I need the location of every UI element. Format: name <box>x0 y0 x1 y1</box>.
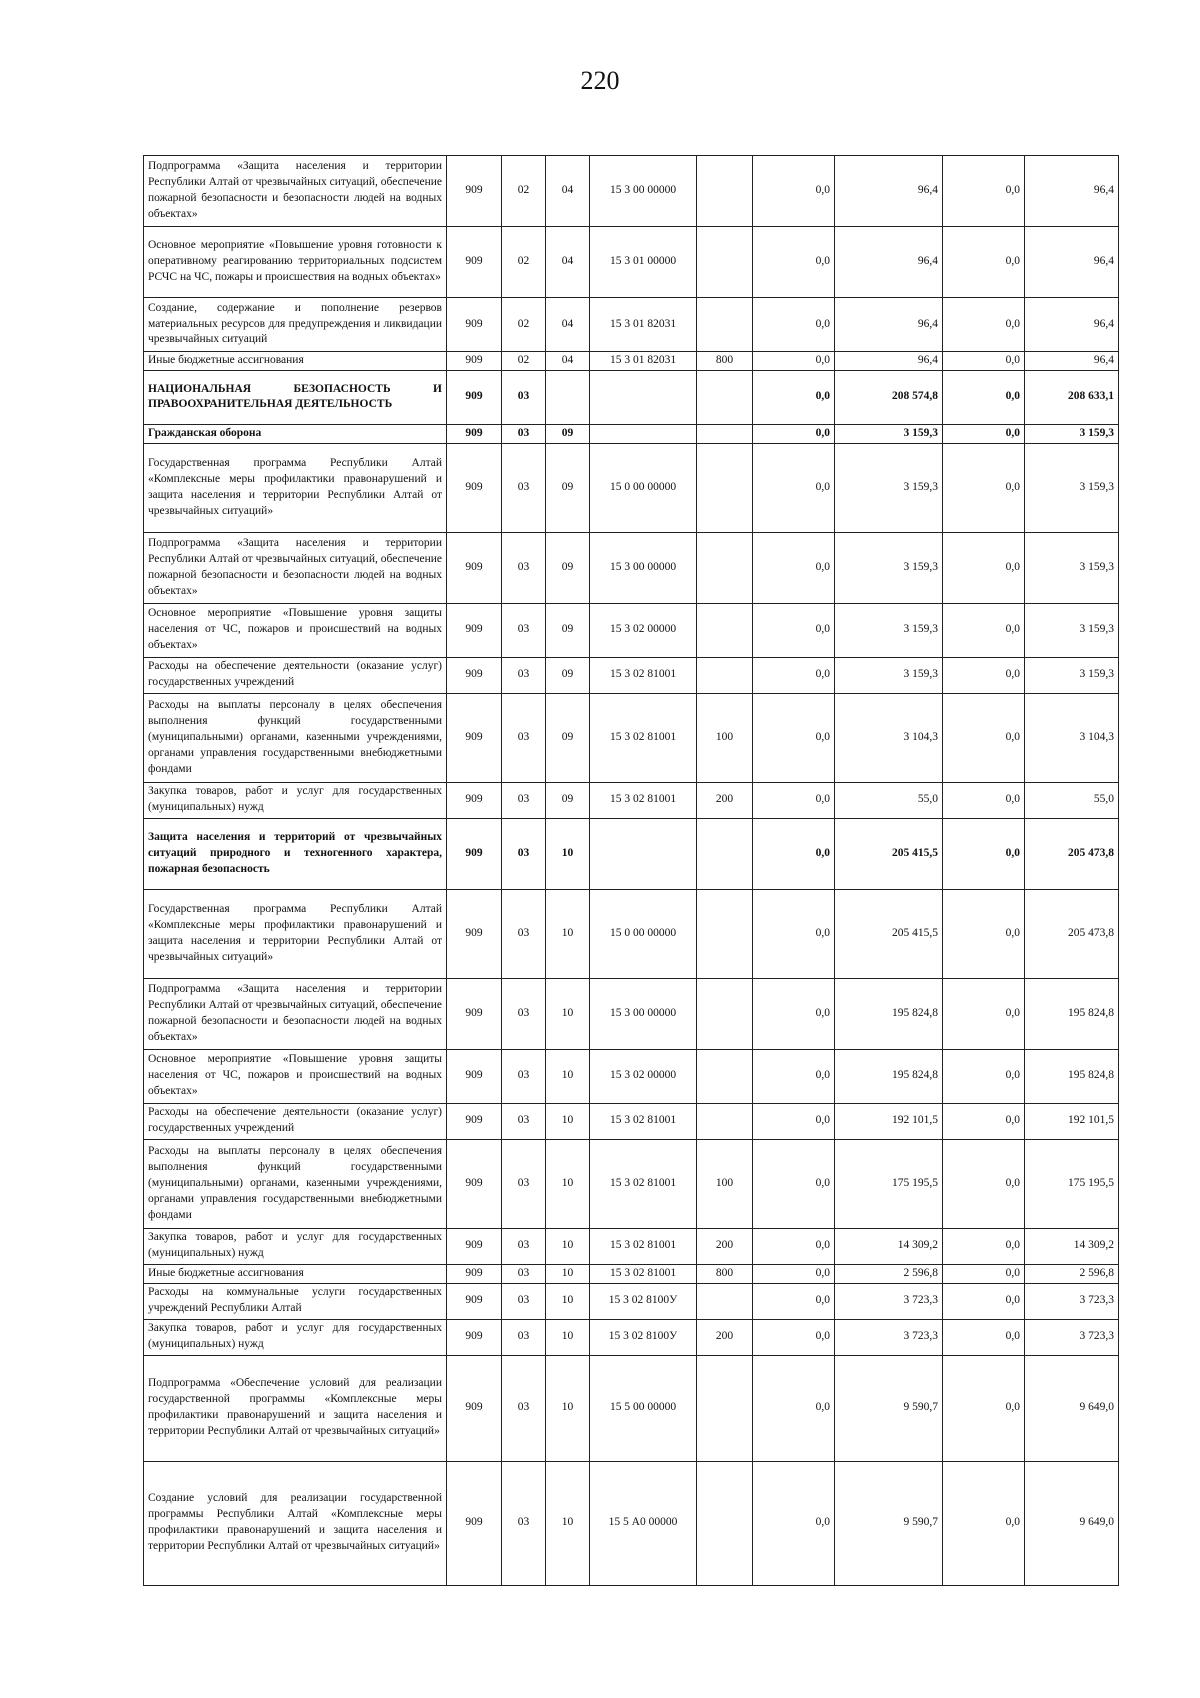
row-amount-3: 0,0 <box>943 156 1025 227</box>
row-admin-code: 909 <box>447 1264 502 1283</box>
row-amount-1: 0,0 <box>753 532 835 603</box>
row-target-article: 15 3 01 00000 <box>590 227 697 298</box>
row-name: Гражданская оборона <box>144 424 447 443</box>
row-section-code: 03 <box>502 1283 546 1319</box>
row-amount-3: 0,0 <box>943 298 1025 352</box>
row-subsection-code: 04 <box>546 156 590 227</box>
row-amount-4: 3 159,3 <box>1025 657 1119 693</box>
table-row <box>144 693 1119 782</box>
row-expense-type <box>697 603 753 657</box>
row-expense-type <box>697 978 753 1049</box>
budget-table <box>143 155 1119 1586</box>
row-section-code: 02 <box>502 352 546 371</box>
row-target-article: 15 3 00 00000 <box>590 156 697 227</box>
row-amount-1: 0,0 <box>753 424 835 443</box>
row-section-code: 03 <box>502 1461 546 1585</box>
row-expense-type: 800 <box>697 1264 753 1283</box>
row-target-article: 15 3 02 81001 <box>590 1103 697 1139</box>
row-name: Защита населения и территорий от чрезвычайных ситуаций природного и техногенного характера, пожарная безопасность <box>144 818 447 889</box>
row-section-code: 03 <box>502 370 546 424</box>
row-amount-4: 205 473,8 <box>1025 889 1119 978</box>
row-admin-code: 909 <box>447 1228 502 1264</box>
row-section-code: 02 <box>502 298 546 352</box>
table-row <box>144 370 1119 424</box>
table-row <box>144 1264 1119 1283</box>
row-amount-1: 0,0 <box>753 352 835 371</box>
row-section-code: 03 <box>502 1228 546 1264</box>
row-expense-type <box>697 889 753 978</box>
row-amount-4: 9 649,0 <box>1025 1355 1119 1461</box>
row-amount-4: 192 101,5 <box>1025 1103 1119 1139</box>
row-admin-code: 909 <box>447 693 502 782</box>
row-name: Основное мероприятие «Повышение уровня готовности к оперативному реагированию территориальных подсистем РСЧС на ЧС, пожары и происшествия на водных объектах» <box>144 227 447 298</box>
row-admin-code: 909 <box>447 443 502 532</box>
row-amount-3: 0,0 <box>943 1103 1025 1139</box>
table-row <box>144 352 1119 371</box>
row-amount-3: 0,0 <box>943 352 1025 371</box>
row-amount-2: 3 159,3 <box>835 532 943 603</box>
row-subsection-code: 04 <box>546 352 590 371</box>
row-amount-2: 96,4 <box>835 298 943 352</box>
row-target-article: 15 3 02 81001 <box>590 657 697 693</box>
row-name: Закупка товаров, работ и услуг для государственных (муниципальных) нужд <box>144 782 447 818</box>
row-expense-type <box>697 532 753 603</box>
row-expense-type <box>697 370 753 424</box>
row-amount-2: 3 159,3 <box>835 657 943 693</box>
table-row <box>144 1283 1119 1319</box>
row-section-code: 03 <box>502 1049 546 1103</box>
table-row <box>144 1319 1119 1355</box>
table-row <box>144 1139 1119 1228</box>
row-amount-2: 9 590,7 <box>835 1355 943 1461</box>
row-section-code: 03 <box>502 889 546 978</box>
row-name: Создание условий для реализации государственной программы Республики Алтай «Комплексные меры профилактики правонарушений и защита населения и территории Республики Алтай от чрезвычайных ситуаций» <box>144 1461 447 1585</box>
table-row <box>144 603 1119 657</box>
row-amount-1: 0,0 <box>753 693 835 782</box>
row-target-article: 15 3 02 81001 <box>590 1139 697 1228</box>
row-amount-1: 0,0 <box>753 370 835 424</box>
row-subsection-code: 09 <box>546 782 590 818</box>
row-amount-1: 0,0 <box>753 1228 835 1264</box>
row-expense-type <box>697 298 753 352</box>
table-row <box>144 532 1119 603</box>
row-amount-1: 0,0 <box>753 443 835 532</box>
row-target-article: 15 5 А0 00000 <box>590 1461 697 1585</box>
row-admin-code: 909 <box>447 978 502 1049</box>
row-section-code: 03 <box>502 1139 546 1228</box>
row-section-code: 03 <box>502 532 546 603</box>
row-amount-3: 0,0 <box>943 227 1025 298</box>
row-expense-type <box>697 1283 753 1319</box>
row-subsection-code: 09 <box>546 443 590 532</box>
row-target-article <box>590 370 697 424</box>
row-subsection-code: 10 <box>546 889 590 978</box>
row-target-article: 15 3 02 8100У <box>590 1283 697 1319</box>
row-amount-3: 0,0 <box>943 889 1025 978</box>
row-amount-3: 0,0 <box>943 1319 1025 1355</box>
row-target-article: 15 3 02 81001 <box>590 693 697 782</box>
row-subsection-code: 10 <box>546 1319 590 1355</box>
row-subsection-code: 09 <box>546 657 590 693</box>
row-amount-4: 3 159,3 <box>1025 443 1119 532</box>
row-amount-3: 0,0 <box>943 1228 1025 1264</box>
row-name: Иные бюджетные ассигнования <box>144 1264 447 1283</box>
row-expense-type <box>697 657 753 693</box>
table-row <box>144 818 1119 889</box>
row-expense-type <box>697 443 753 532</box>
row-amount-2: 3 104,3 <box>835 693 943 782</box>
row-expense-type: 800 <box>697 352 753 371</box>
row-section-code: 03 <box>502 1264 546 1283</box>
row-admin-code: 909 <box>447 370 502 424</box>
row-admin-code: 909 <box>447 1355 502 1461</box>
row-amount-4: 3 104,3 <box>1025 693 1119 782</box>
row-subsection-code: 09 <box>546 424 590 443</box>
row-amount-1: 0,0 <box>753 1049 835 1103</box>
row-admin-code: 909 <box>447 298 502 352</box>
row-subsection-code: 10 <box>546 1355 590 1461</box>
row-amount-2: 2 596,8 <box>835 1264 943 1283</box>
row-amount-2: 96,4 <box>835 227 943 298</box>
table-row <box>144 657 1119 693</box>
row-amount-2: 14 309,2 <box>835 1228 943 1264</box>
row-expense-type <box>697 424 753 443</box>
row-name: Расходы на выплаты персоналу в целях обеспечения выполнения функций государственными (муниципальными) органами, казенными учреждениями, органами управления государственными внебюджетными фондами <box>144 1139 447 1228</box>
row-section-code: 03 <box>502 424 546 443</box>
row-subsection-code: 10 <box>546 818 590 889</box>
row-amount-4: 96,4 <box>1025 156 1119 227</box>
row-amount-3: 0,0 <box>943 1461 1025 1585</box>
row-section-code: 03 <box>502 603 546 657</box>
row-admin-code: 909 <box>447 782 502 818</box>
row-amount-3: 0,0 <box>943 370 1025 424</box>
row-amount-3: 0,0 <box>943 818 1025 889</box>
row-expense-type <box>697 1461 753 1585</box>
row-amount-3: 0,0 <box>943 1264 1025 1283</box>
row-section-code: 03 <box>502 782 546 818</box>
row-admin-code: 909 <box>447 1103 502 1139</box>
row-name: Расходы на обеспечение деятельности (оказание услуг) государственных учреждений <box>144 657 447 693</box>
row-amount-1: 0,0 <box>753 978 835 1049</box>
table-row <box>144 978 1119 1049</box>
row-amount-1: 0,0 <box>753 1319 835 1355</box>
row-section-code: 03 <box>502 1355 546 1461</box>
row-amount-3: 0,0 <box>943 1139 1025 1228</box>
row-admin-code: 909 <box>447 1319 502 1355</box>
row-amount-2: 205 415,5 <box>835 818 943 889</box>
row-admin-code: 909 <box>447 1139 502 1228</box>
row-target-article: 15 3 01 82031 <box>590 298 697 352</box>
row-subsection-code: 04 <box>546 298 590 352</box>
row-name: Подпрограмма «Обеспечение условий для реализации государственной программы «Комплексные меры профилактики правонарушений и защита населения и территории Республики Алтай от чрезвычайных ситуаций» <box>144 1355 447 1461</box>
table-row <box>144 156 1119 227</box>
row-section-code: 03 <box>502 818 546 889</box>
row-amount-2: 3 723,3 <box>835 1319 943 1355</box>
row-amount-1: 0,0 <box>753 298 835 352</box>
row-amount-3: 0,0 <box>943 782 1025 818</box>
row-amount-1: 0,0 <box>753 603 835 657</box>
row-amount-3: 0,0 <box>943 1049 1025 1103</box>
table-row <box>144 298 1119 352</box>
row-expense-type: 200 <box>697 782 753 818</box>
row-amount-2: 55,0 <box>835 782 943 818</box>
row-target-article: 15 3 02 8100У <box>590 1319 697 1355</box>
row-amount-4: 55,0 <box>1025 782 1119 818</box>
row-amount-4: 195 824,8 <box>1025 1049 1119 1103</box>
row-admin-code: 909 <box>447 657 502 693</box>
row-target-article: 15 3 02 81001 <box>590 1264 697 1283</box>
row-amount-3: 0,0 <box>943 443 1025 532</box>
row-amount-3: 0,0 <box>943 603 1025 657</box>
row-amount-4: 9 649,0 <box>1025 1461 1119 1585</box>
row-amount-2: 195 824,8 <box>835 978 943 1049</box>
row-amount-4: 195 824,8 <box>1025 978 1119 1049</box>
table-row <box>144 1355 1119 1461</box>
row-expense-type: 100 <box>697 693 753 782</box>
row-amount-4: 3 159,3 <box>1025 603 1119 657</box>
row-name: Государственная программа Республики Алтай «Комплексные меры профилактики правонарушений и защита населения и территории Республики Алтай от чрезвычайных ситуаций» <box>144 889 447 978</box>
row-target-article: 15 3 00 00000 <box>590 978 697 1049</box>
row-amount-3: 0,0 <box>943 693 1025 782</box>
row-amount-2: 96,4 <box>835 352 943 371</box>
row-name: Расходы на коммунальные услуги государственных учреждений Республики Алтай <box>144 1283 447 1319</box>
row-amount-1: 0,0 <box>753 657 835 693</box>
row-amount-3: 0,0 <box>943 1283 1025 1319</box>
row-target-article: 15 3 01 82031 <box>590 352 697 371</box>
row-amount-4: 205 473,8 <box>1025 818 1119 889</box>
table-row <box>144 782 1119 818</box>
row-expense-type <box>697 1355 753 1461</box>
row-name: Государственная программа Республики Алтай «Комплексные меры профилактики правонарушений и защита населения и территории Республики Алтай от чрезвычайных ситуаций» <box>144 443 447 532</box>
row-expense-type <box>697 818 753 889</box>
row-subsection-code: 10 <box>546 1461 590 1585</box>
row-amount-2: 175 195,5 <box>835 1139 943 1228</box>
row-section-code: 03 <box>502 1103 546 1139</box>
row-name: Иные бюджетные ассигнования <box>144 352 447 371</box>
row-amount-1: 0,0 <box>753 889 835 978</box>
row-subsection-code: 10 <box>546 1264 590 1283</box>
row-amount-3: 0,0 <box>943 1355 1025 1461</box>
row-amount-2: 3 723,3 <box>835 1283 943 1319</box>
row-subsection-code: 10 <box>546 1049 590 1103</box>
row-section-code: 03 <box>502 657 546 693</box>
row-amount-4: 3 723,3 <box>1025 1319 1119 1355</box>
page-number: 220 <box>580 66 620 95</box>
table-row <box>144 1103 1119 1139</box>
row-amount-1: 0,0 <box>753 1283 835 1319</box>
row-subsection-code: 09 <box>546 693 590 782</box>
row-amount-2: 3 159,3 <box>835 603 943 657</box>
row-amount-2: 3 159,3 <box>835 424 943 443</box>
row-amount-4: 2 596,8 <box>1025 1264 1119 1283</box>
row-target-article: 15 0 00 00000 <box>590 889 697 978</box>
row-name: НАЦИОНАЛЬНАЯ БЕЗОПАСНОСТЬ И ПРАВООХРАНИТЕЛЬНАЯ ДЕЯТЕЛЬНОСТЬ <box>144 370 447 424</box>
row-target-article: 15 5 00 00000 <box>590 1355 697 1461</box>
row-amount-2: 195 824,8 <box>835 1049 943 1103</box>
row-amount-4: 96,4 <box>1025 298 1119 352</box>
row-amount-3: 0,0 <box>943 424 1025 443</box>
row-section-code: 03 <box>502 693 546 782</box>
table-row <box>144 1461 1119 1585</box>
row-admin-code: 909 <box>447 603 502 657</box>
row-subsection-code: 10 <box>546 1283 590 1319</box>
row-admin-code: 909 <box>447 352 502 371</box>
row-admin-code: 909 <box>447 1461 502 1585</box>
row-subsection-code: 10 <box>546 1228 590 1264</box>
row-admin-code: 909 <box>447 227 502 298</box>
row-name: Закупка товаров, работ и услуг для государственных (муниципальных) нужд <box>144 1228 447 1264</box>
row-amount-1: 0,0 <box>753 1264 835 1283</box>
row-amount-4: 3 159,3 <box>1025 424 1119 443</box>
row-name: Основное мероприятие «Повышение уровня защиты населения от ЧС, пожаров и происшествий на водных объектах» <box>144 1049 447 1103</box>
row-admin-code: 909 <box>447 156 502 227</box>
row-amount-3: 0,0 <box>943 532 1025 603</box>
row-name: Подпрограмма «Защита населения и территории Республики Алтай от чрезвычайных ситуаций, обеспечение пожарной безопасности и безопасности людей на водных объектах» <box>144 978 447 1049</box>
row-amount-1: 0,0 <box>753 1103 835 1139</box>
row-name: Расходы на выплаты персоналу в целях обеспечения выполнения функций государственными (муниципальными) органами, казенными учреждениями, органами управления государственными внебюджетными фондами <box>144 693 447 782</box>
row-target-article: 15 0 00 00000 <box>590 443 697 532</box>
row-amount-4: 175 195,5 <box>1025 1139 1119 1228</box>
row-amount-4: 96,4 <box>1025 352 1119 371</box>
row-amount-1: 0,0 <box>753 1139 835 1228</box>
row-subsection-code: 10 <box>546 978 590 1049</box>
row-admin-code: 909 <box>447 1049 502 1103</box>
row-expense-type: 100 <box>697 1139 753 1228</box>
row-expense-type <box>697 156 753 227</box>
row-amount-2: 205 415,5 <box>835 889 943 978</box>
row-section-code: 02 <box>502 227 546 298</box>
row-target-article: 15 3 02 81001 <box>590 782 697 818</box>
row-subsection-code: 09 <box>546 532 590 603</box>
row-amount-1: 0,0 <box>753 1355 835 1461</box>
row-amount-2: 192 101,5 <box>835 1103 943 1139</box>
row-admin-code: 909 <box>447 1283 502 1319</box>
table-row <box>144 443 1119 532</box>
row-amount-4: 3 723,3 <box>1025 1283 1119 1319</box>
row-section-code: 03 <box>502 978 546 1049</box>
row-target-article: 15 3 02 00000 <box>590 603 697 657</box>
row-name: Создание, содержание и пополнение резервов материальных ресурсов для предупреждения и ликвидации чрезвычайных ситуаций <box>144 298 447 352</box>
row-section-code: 02 <box>502 156 546 227</box>
row-name: Закупка товаров, работ и услуг для государственных (муниципальных) нужд <box>144 1319 447 1355</box>
row-amount-1: 0,0 <box>753 818 835 889</box>
table-row <box>144 424 1119 443</box>
row-admin-code: 909 <box>447 532 502 603</box>
table-row <box>144 1228 1119 1264</box>
row-target-article: 15 3 00 00000 <box>590 532 697 603</box>
row-target-article: 15 3 02 81001 <box>590 1228 697 1264</box>
row-admin-code: 909 <box>447 818 502 889</box>
row-amount-1: 0,0 <box>753 782 835 818</box>
row-admin-code: 909 <box>447 889 502 978</box>
row-target-article <box>590 424 697 443</box>
row-subsection-code: 10 <box>546 1103 590 1139</box>
row-amount-1: 0,0 <box>753 1461 835 1585</box>
row-amount-4: 14 309,2 <box>1025 1228 1119 1264</box>
row-name: Расходы на обеспечение деятельности (оказание услуг) государственных учреждений <box>144 1103 447 1139</box>
row-expense-type: 200 <box>697 1319 753 1355</box>
row-target-article <box>590 818 697 889</box>
row-subsection-code <box>546 370 590 424</box>
row-amount-1: 0,0 <box>753 156 835 227</box>
table-row <box>144 227 1119 298</box>
table-row <box>144 1049 1119 1103</box>
row-section-code: 03 <box>502 1319 546 1355</box>
row-amount-4: 96,4 <box>1025 227 1119 298</box>
row-name: Основное мероприятие «Повышение уровня защиты населения от ЧС, пожаров и происшествий на водных объектах» <box>144 603 447 657</box>
row-section-code: 03 <box>502 443 546 532</box>
row-amount-4: 3 159,3 <box>1025 532 1119 603</box>
row-subsection-code: 09 <box>546 603 590 657</box>
row-name: Подпрограмма «Защита населения и территории Республики Алтай от чрезвычайных ситуаций, обеспечение пожарной безопасности и безопасности людей на водных объектах» <box>144 156 447 227</box>
row-amount-2: 9 590,7 <box>835 1461 943 1585</box>
row-amount-2: 208 574,8 <box>835 370 943 424</box>
row-subsection-code: 04 <box>546 227 590 298</box>
row-subsection-code: 10 <box>546 1139 590 1228</box>
row-expense-type: 200 <box>697 1228 753 1264</box>
row-admin-code: 909 <box>447 424 502 443</box>
row-amount-3: 0,0 <box>943 978 1025 1049</box>
row-expense-type <box>697 1049 753 1103</box>
row-amount-4: 208 633,1 <box>1025 370 1119 424</box>
row-amount-2: 3 159,3 <box>835 443 943 532</box>
row-target-article: 15 3 02 00000 <box>590 1049 697 1103</box>
table-row <box>144 889 1119 978</box>
row-name: Подпрограмма «Защита населения и территории Республики Алтай от чрезвычайных ситуаций, обеспечение пожарной безопасности и безопасности людей на водных объектах» <box>144 532 447 603</box>
row-expense-type <box>697 227 753 298</box>
row-amount-2: 96,4 <box>835 156 943 227</box>
row-amount-3: 0,0 <box>943 657 1025 693</box>
row-expense-type <box>697 1103 753 1139</box>
row-amount-1: 0,0 <box>753 227 835 298</box>
